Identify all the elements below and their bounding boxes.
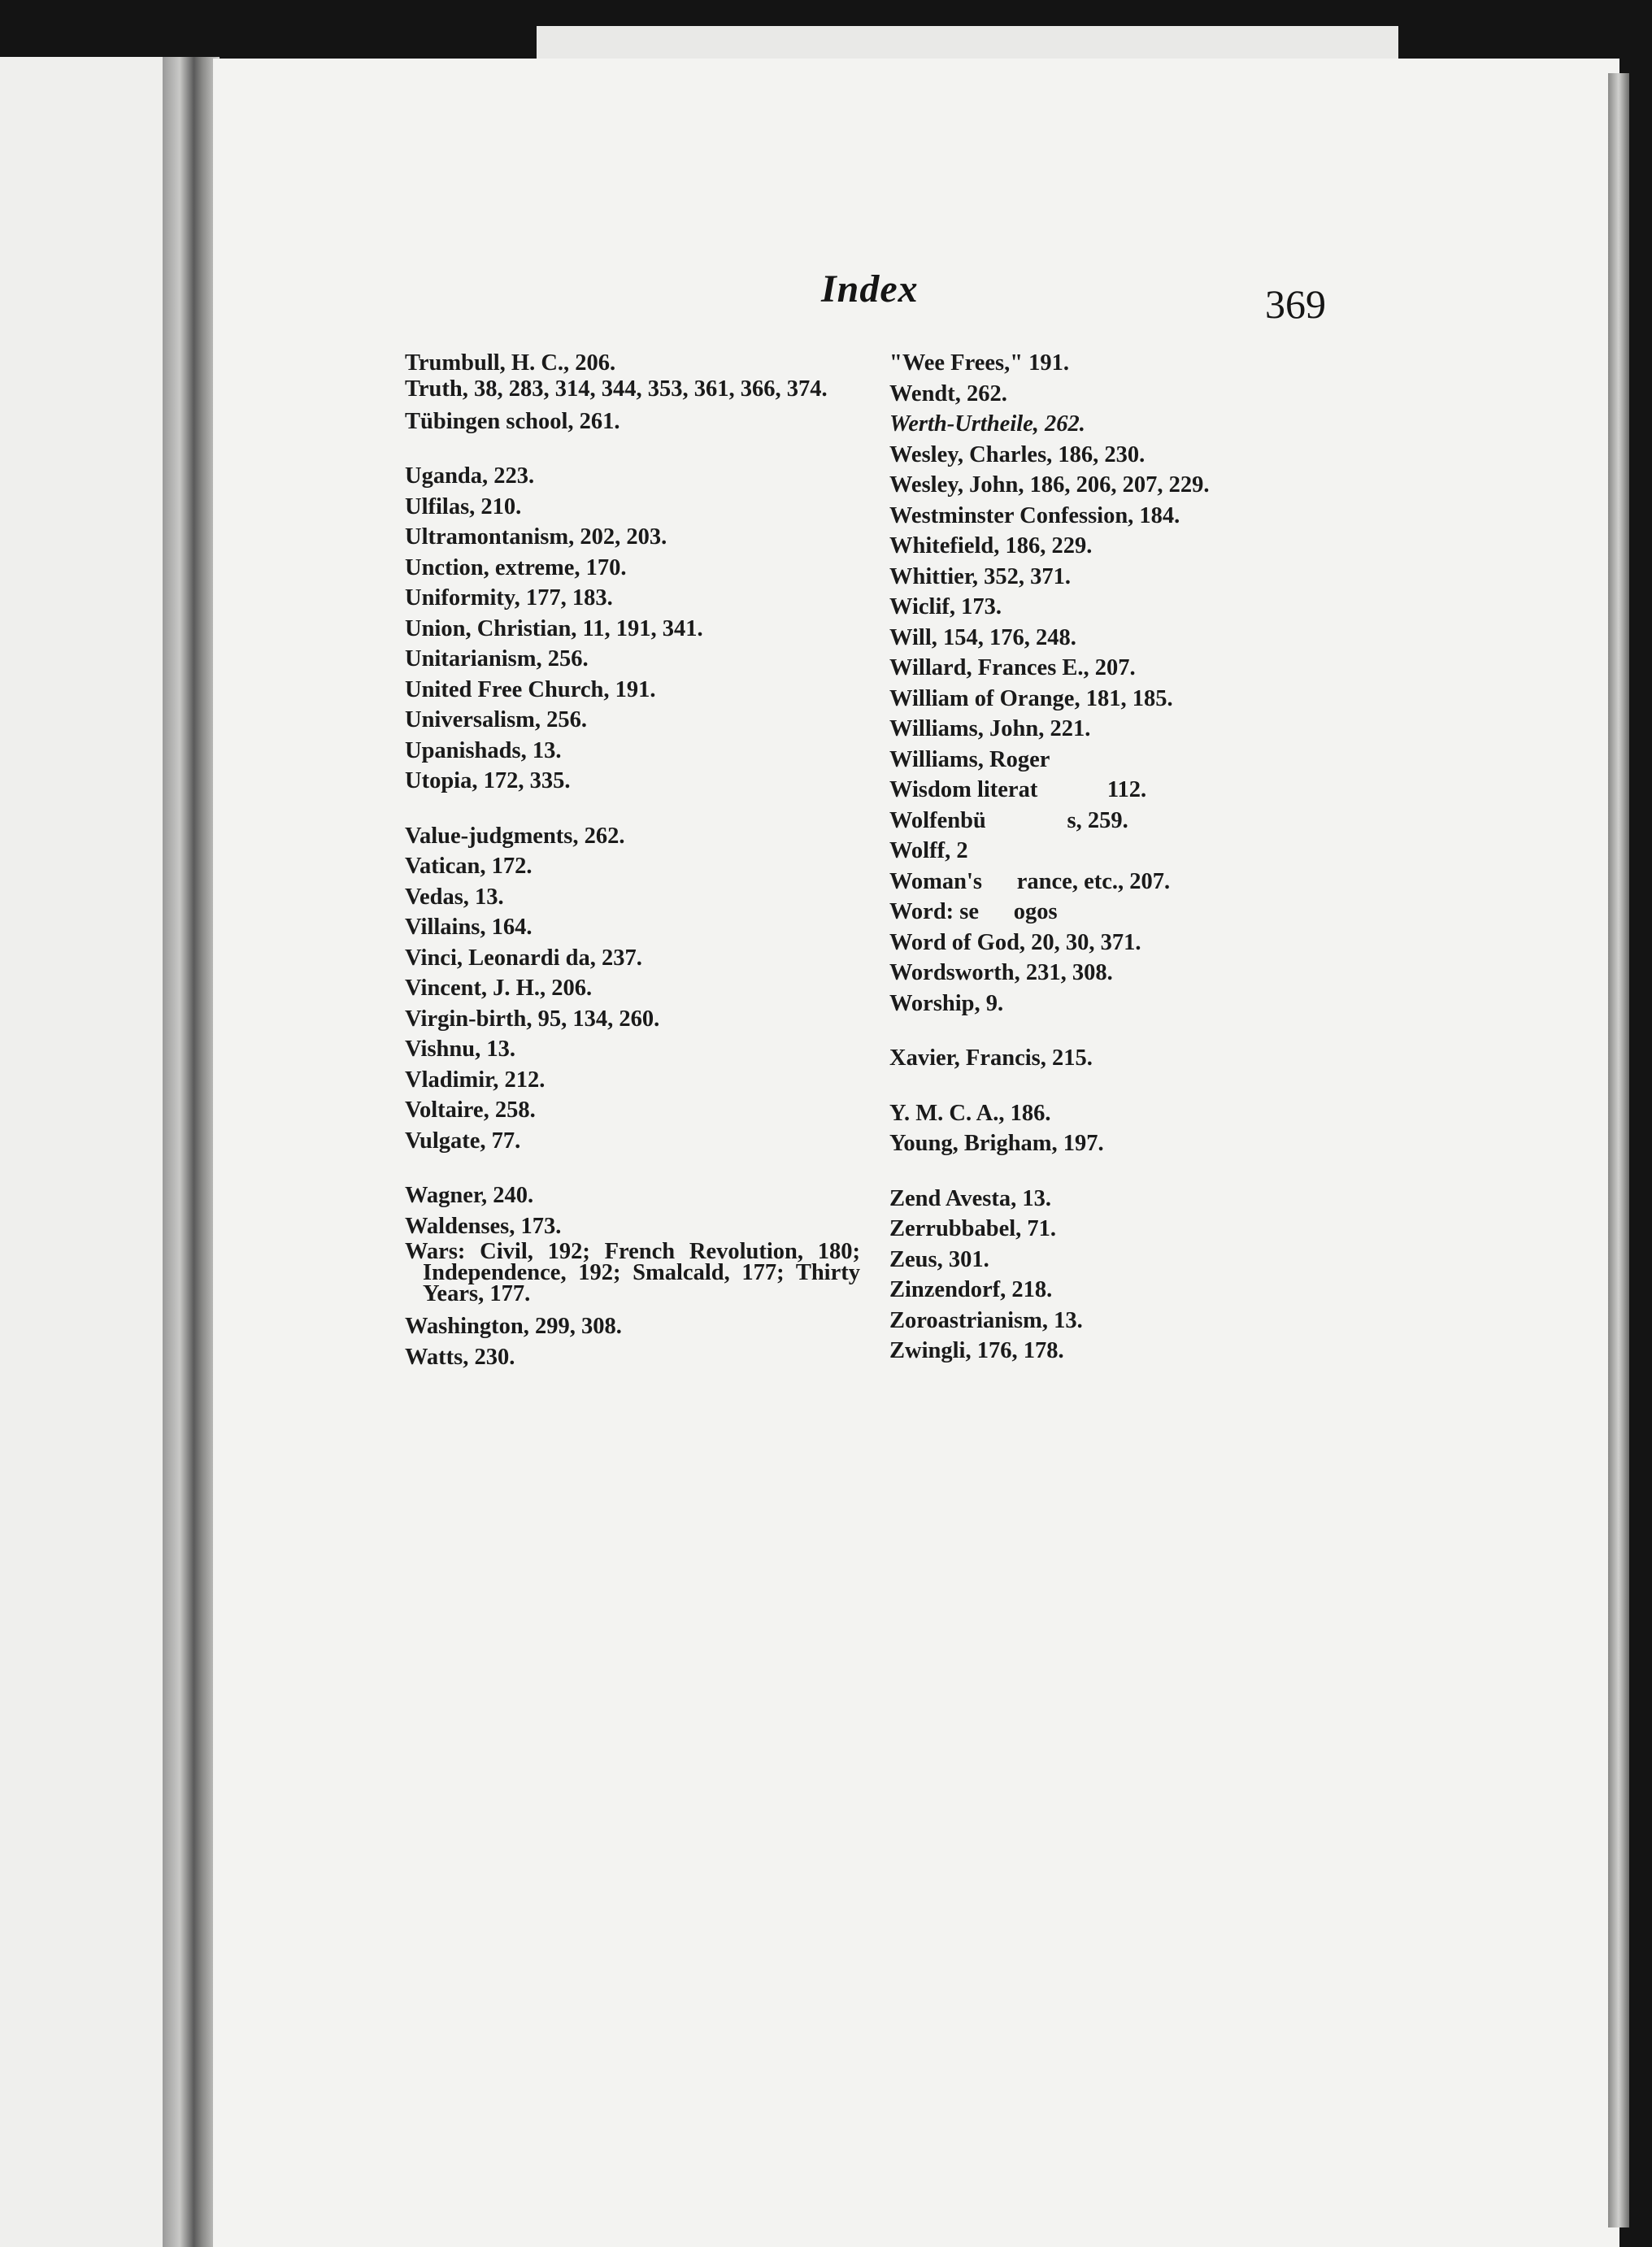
index-entry: Union, Christian, 11, 191, 341. <box>405 615 703 641</box>
index-entry: United Free Church, 191. <box>405 676 656 702</box>
index-entry: Whittier, 352, 371. <box>889 563 1071 589</box>
index-entry: Utopia, 172, 335. <box>405 768 571 793</box>
index-column-left <box>405 348 860 1372</box>
index-entry: Wiclif, 173. <box>889 594 1002 619</box>
index-entry: Ultramontanism, 202, 203. <box>405 524 667 550</box>
index-entry: Vedas, 13. <box>405 884 504 910</box>
index-entry: Vladimir, 212. <box>405 1067 546 1093</box>
index-entry: Uniformity, 177, 183. <box>405 585 613 611</box>
index-entry: William of Orange, 181, 185. <box>889 685 1173 711</box>
index-entry: Washington, 299, 308. <box>405 1314 622 1339</box>
index-entry: Voltaire, 258. <box>405 1097 536 1123</box>
index-entry: Zinzendorf, 218. <box>889 1277 1053 1302</box>
index-entry: Ulfilas, 210. <box>405 493 522 519</box>
running-head: Index <box>821 267 919 311</box>
index-entry: Wesley, John, 186, 206, 207, 229. <box>889 472 1210 498</box>
index-entry: Trumbull, H. C., 206. <box>405 350 616 376</box>
letter-gap <box>405 797 860 821</box>
book-gutter <box>163 57 220 2247</box>
index-entry: Upanishads, 13. <box>405 737 562 763</box>
index-entry: Zwingli, 176, 178. <box>889 1338 1064 1363</box>
index-entry: Williams, Roger <box>889 746 1050 772</box>
index-entry: Uganda, 223. <box>405 463 535 489</box>
letter-gap <box>889 1019 1345 1043</box>
index-entry: Value-judgments, 262. <box>405 823 625 849</box>
index-entry: Zend Avesta, 13. <box>889 1185 1051 1211</box>
index-entry: Vinci, Leonardi da, 237. <box>405 945 642 971</box>
index-entry: Zerrubbabel, 71. <box>889 1216 1057 1241</box>
page-edge-shadow <box>1608 73 1629 2227</box>
index-entry: Villains, 164. <box>405 915 533 940</box>
index-entry: Williams, John, 221. <box>889 716 1091 741</box>
page-number: 369 <box>1265 281 1326 327</box>
index-entry: Werth-Urtheile, 262. <box>889 411 1085 437</box>
page-top-edge <box>537 26 1398 63</box>
index-entry: Willard, Frances E., 207. <box>889 655 1136 680</box>
index-entry: Vincent, J. H., 206. <box>405 976 593 1001</box>
index-entry: Wendt, 262. <box>889 380 1007 406</box>
index-entry: Vulgate, 77. <box>405 1128 521 1154</box>
index-entry: Westminster Confession, 184. <box>889 502 1180 528</box>
index-entry: Waldenses, 173. <box>405 1213 562 1239</box>
index-entry: Wolff, 2 <box>889 838 968 863</box>
index-entry: Woman's rance, etc., 207. <box>889 868 1171 894</box>
index-entry: Wisdom literat 112. <box>889 777 1147 802</box>
index-entry: Unitarianism, 256. <box>405 646 589 671</box>
index-entry: Wars: Civil, 192; French Revolution, 180; Independence, 192; Smalcald, 177; Thirty Years, 177. <box>405 1239 860 1306</box>
index-entry: Watts, 230. <box>405 1344 515 1370</box>
letter-gap <box>405 1156 860 1180</box>
index-entry: "Wee Frees," 191. <box>889 350 1070 376</box>
index-entry: Whitefield, 186, 229. <box>889 533 1093 558</box>
index-entry: Universalism, 256. <box>405 707 588 732</box>
index-entry: Zeus, 301. <box>889 1246 989 1272</box>
letter-gap <box>889 1074 1345 1098</box>
index-entry: Wesley, Charles, 186, 230. <box>889 441 1146 467</box>
index-entry: Young, Brigham, 197. <box>889 1131 1104 1156</box>
index-entry: Word: se ogos <box>889 899 1058 924</box>
index-column-right <box>889 348 1345 1367</box>
index-entry: Unction, extreme, 170. <box>405 554 627 580</box>
index-entry: Virgin-birth, 95, 134, 260. <box>405 1006 660 1032</box>
index-entry: Wolfenbü s, 259. <box>889 807 1128 833</box>
index-entry: Truth, 38, 283, 314, 344, 353, 361, 366, 374. <box>405 376 828 402</box>
index-entry: Xavier, Francis, 215. <box>889 1045 1093 1071</box>
index-entry: Worship, 9. <box>889 990 1004 1016</box>
letter-gap <box>405 437 860 461</box>
index-entry: Will, 154, 176, 248. <box>889 624 1076 650</box>
index-entry: Word of God, 20, 30, 371. <box>889 929 1141 955</box>
letter-gap <box>889 1159 1345 1184</box>
index-entry: Tübingen school, 261. <box>405 408 620 434</box>
index-entry: Wordsworth, 231, 308. <box>889 960 1113 985</box>
index-entry: Vishnu, 13. <box>405 1037 515 1062</box>
index-entry: Zoroastrianism, 13. <box>889 1307 1083 1333</box>
index-entry: Wagner, 240. <box>405 1183 534 1208</box>
index-entry: Y. M. C. A., 186. <box>889 1100 1051 1126</box>
index-entry: Vatican, 172. <box>405 854 533 879</box>
